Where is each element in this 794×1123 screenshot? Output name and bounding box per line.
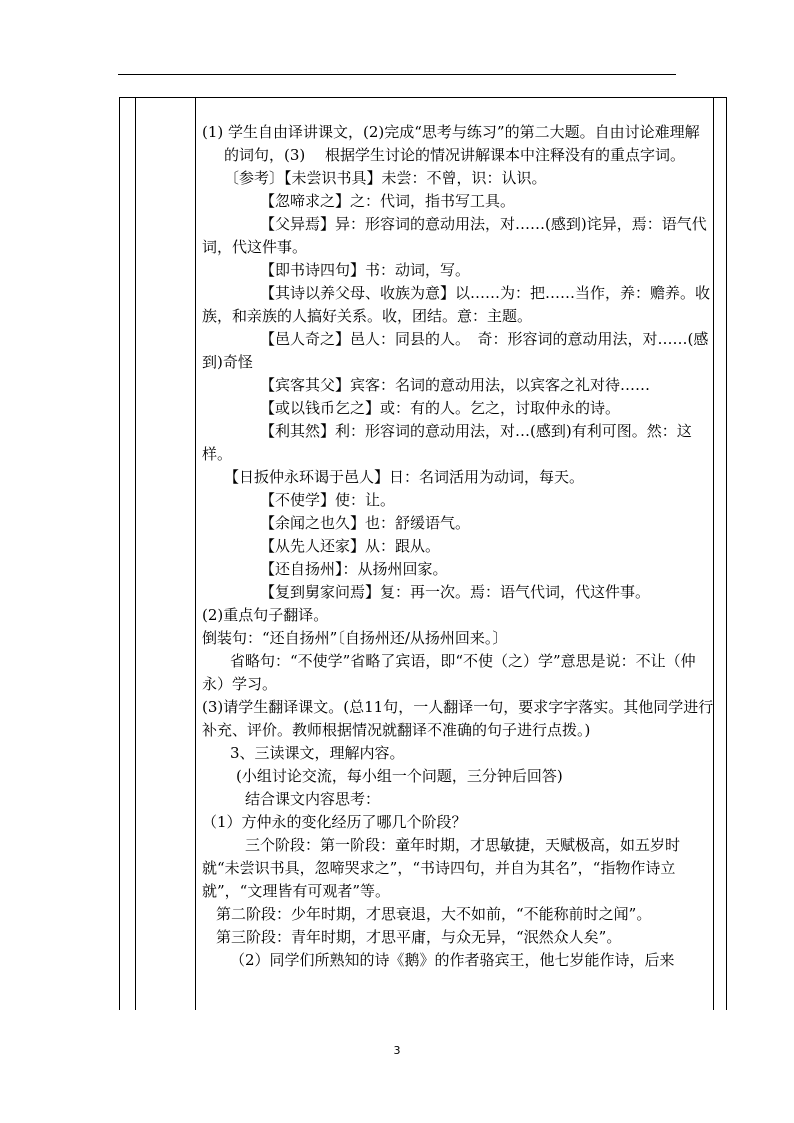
content-line: (2)重点句子翻译。 (202, 606, 329, 624)
content-line: 【不使学】使：让。 (260, 491, 396, 509)
content-line: 【邑人奇之】邑人：同县的人。 奇：形容词的意动用法，对……(感到)奇怪 (202, 330, 709, 371)
content-line: 【利其然】利：形容词的意动用法，对…(感到)有利可图。然：这样。 (202, 422, 692, 463)
content-line: 【父异焉】异：形容词的意动用法，对……(感到)诧异，焉：语气代词，代这件事。 (202, 215, 707, 256)
content-line: 【余闻之也久】也：舒缓语气。 (260, 514, 471, 532)
content-line: 省略句：“不使学”省略了宾语，即“不使（之）学”意思是说：不让（仲永）学习。 (202, 652, 696, 693)
content-line: 三个阶段：第一阶段：童年时期，才思敏捷，天赋极高，如五岁时就“未尝识书具，忽啼哭求之”，“书诗四句，并自为其名”，“指物作诗立就”，“文理皆有可观者”等。 (202, 836, 681, 900)
lesson-content (202, 121, 714, 972)
content-line: 【还自扬州】：从扬州回家。 (260, 560, 448, 578)
content-line: 【从先人还家】从：跟从。 (260, 537, 441, 555)
content-line: 【忽啼求之】之：代词，指书写工具。 (260, 192, 516, 210)
content-line: 【日扳仲永环谒于邑人】日：名词活用为动词，每天。 (224, 468, 585, 486)
content-line: 【宾客其父】宾客：名词的意动用法，以宾客之礼对待…… (260, 376, 651, 394)
content-line: （2）同学们所熟知的诗《鹅》的作者骆宾王，他七岁能作诗，后来 (230, 951, 675, 969)
content-line: 【其诗以养父母、收族为意】以……为：把……当作，养：赡养。收族，和亲族的人搞好关系。收，团结。意：主题。 (202, 284, 711, 325)
content-line: (小组讨论交流，每小组一个问题，三分钟后回答) (236, 767, 563, 785)
content-line: 【复到舅家问焉】复：再一次。焉：语气代词，代这件事。 (260, 583, 651, 601)
content-line: (1) 学生自由译讲课文，(2)完成“思考与练习”的第二大题。自由讨论难理解的词句，(3) 根据学生讨论的情况讲解课本中注释没有的重点字词。 (202, 123, 700, 164)
content-line: 3、三读课文，理解内容。 (230, 744, 405, 762)
content-line: 第三阶段：青年时期，才思平庸，与众无异，“泯然众人矣”。 (216, 928, 622, 946)
content-line: 【即书诗四句】书：动词，写。 (260, 261, 471, 279)
content-line: 〔参考〕【未尝识书具】未尝：不曾，识：认识。 (224, 169, 547, 187)
header-rule (118, 74, 676, 75)
content-line: (3)请学生翻译课文。(总11句，一人翻译一句，要求字字落实。其他同学进行补充、评价。教师根据情况就翻译不准确的句子进行点拨。) (202, 698, 714, 739)
content-line: 第二阶段：少年时期，才思衰退，大不如前，“不能称前时之闻”。 (216, 905, 652, 923)
content-line: 倒装句：“还自扬州”〔自扬州还/从扬州回来。〕 (202, 629, 508, 647)
table-column-divider (195, 98, 196, 1010)
content-line: （1）方仲永的变化经历了哪几个阶段？ (202, 813, 467, 831)
content-line: 【或以钱币乞之】或：有的人。乞之，讨取仲永的诗。 (260, 399, 621, 417)
content-line: 结合课文内容思考： (245, 790, 381, 808)
table-column-divider (135, 98, 136, 1010)
page-number: 3 (393, 1044, 401, 1057)
